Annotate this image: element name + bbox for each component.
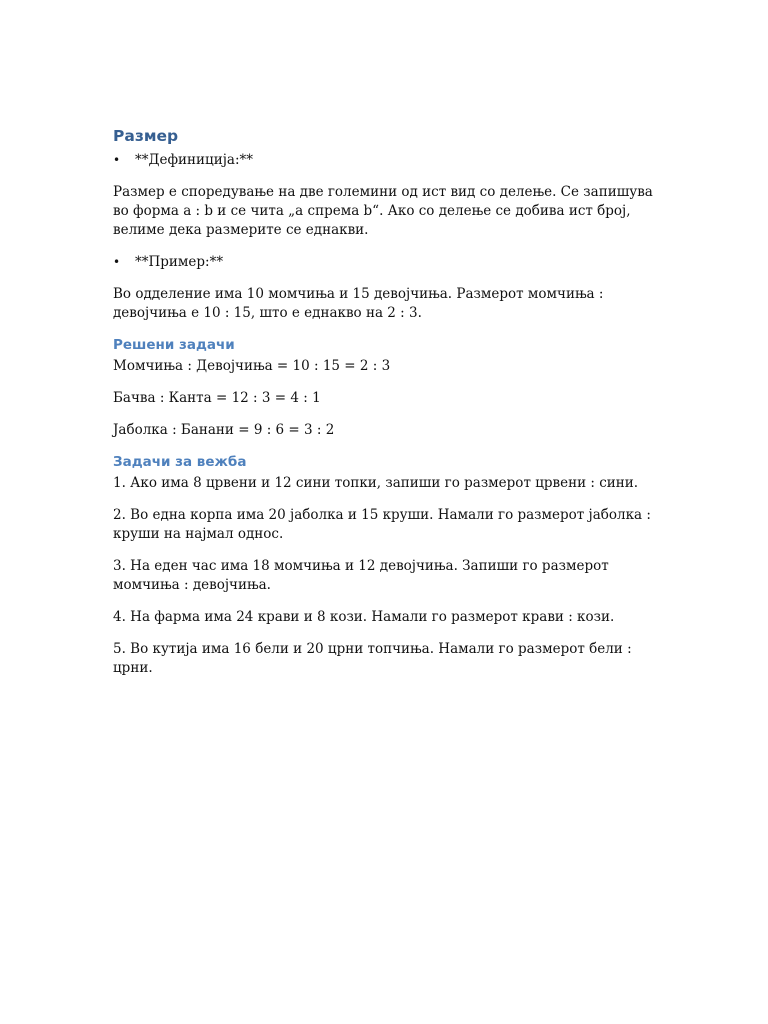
exercise-item: 5. Во кутија има 16 бели и 20 црни топчиња. Намали го размерот бели : црни. (113, 641, 632, 676)
bullet-example (113, 253, 658, 272)
solved-item: Момчиња : Девојчиња = 10 : 15 = 2 : 3 (113, 358, 391, 374)
bullet-icon: • (113, 153, 121, 167)
document-page (113, 125, 658, 691)
section-title-exercises: Задачи за вежба (113, 454, 247, 470)
definition-paragraph: Размер е споредување на две големини од ист вид со делење. Се запишува во форма a : b и се чита „a спрема b“. Ако со делење се добива ист број, велиме дека размерите се еднакви. (113, 184, 653, 238)
exercise-item: 1. Ако има 8 црвени и 12 сини топки, запиши го размерот црвени : сини. (113, 475, 639, 491)
exercise-item: 3. На еден час има 18 момчиња и 12 девојчиња. Запиши го размерот момчиња : девојчиња. (113, 558, 609, 593)
bullet-definition (113, 151, 658, 170)
example-paragraph: Во одделение има 10 момчиња и 15 девојчиња. Размерот момчиња : девојчиња е 10 : 15, што е еднакво на 2 : 3. (113, 286, 604, 321)
solved-item: Јаболка : Банани = 9 : 6 = 3 : 2 (113, 422, 335, 438)
bullet-icon: • (113, 255, 121, 269)
exercise-item: 2. Во една корпа има 20 јаболка и 15 круши. Намали го размерот јаболка : круши на најмал однос. (113, 507, 651, 542)
solved-item: Бачва : Канта = 12 : 3 = 4 : 1 (113, 390, 321, 406)
bullet-definition-label: **Дефиниција:** (135, 152, 253, 168)
exercise-item: 4. На фарма има 24 крави и 8 кози. Намали го размерот крави : кози. (113, 609, 615, 625)
bullet-example-label: **Пример:** (135, 254, 224, 270)
section-title-ratio: Размер (113, 127, 179, 145)
section-title-solved: Решени задачи (113, 337, 235, 353)
